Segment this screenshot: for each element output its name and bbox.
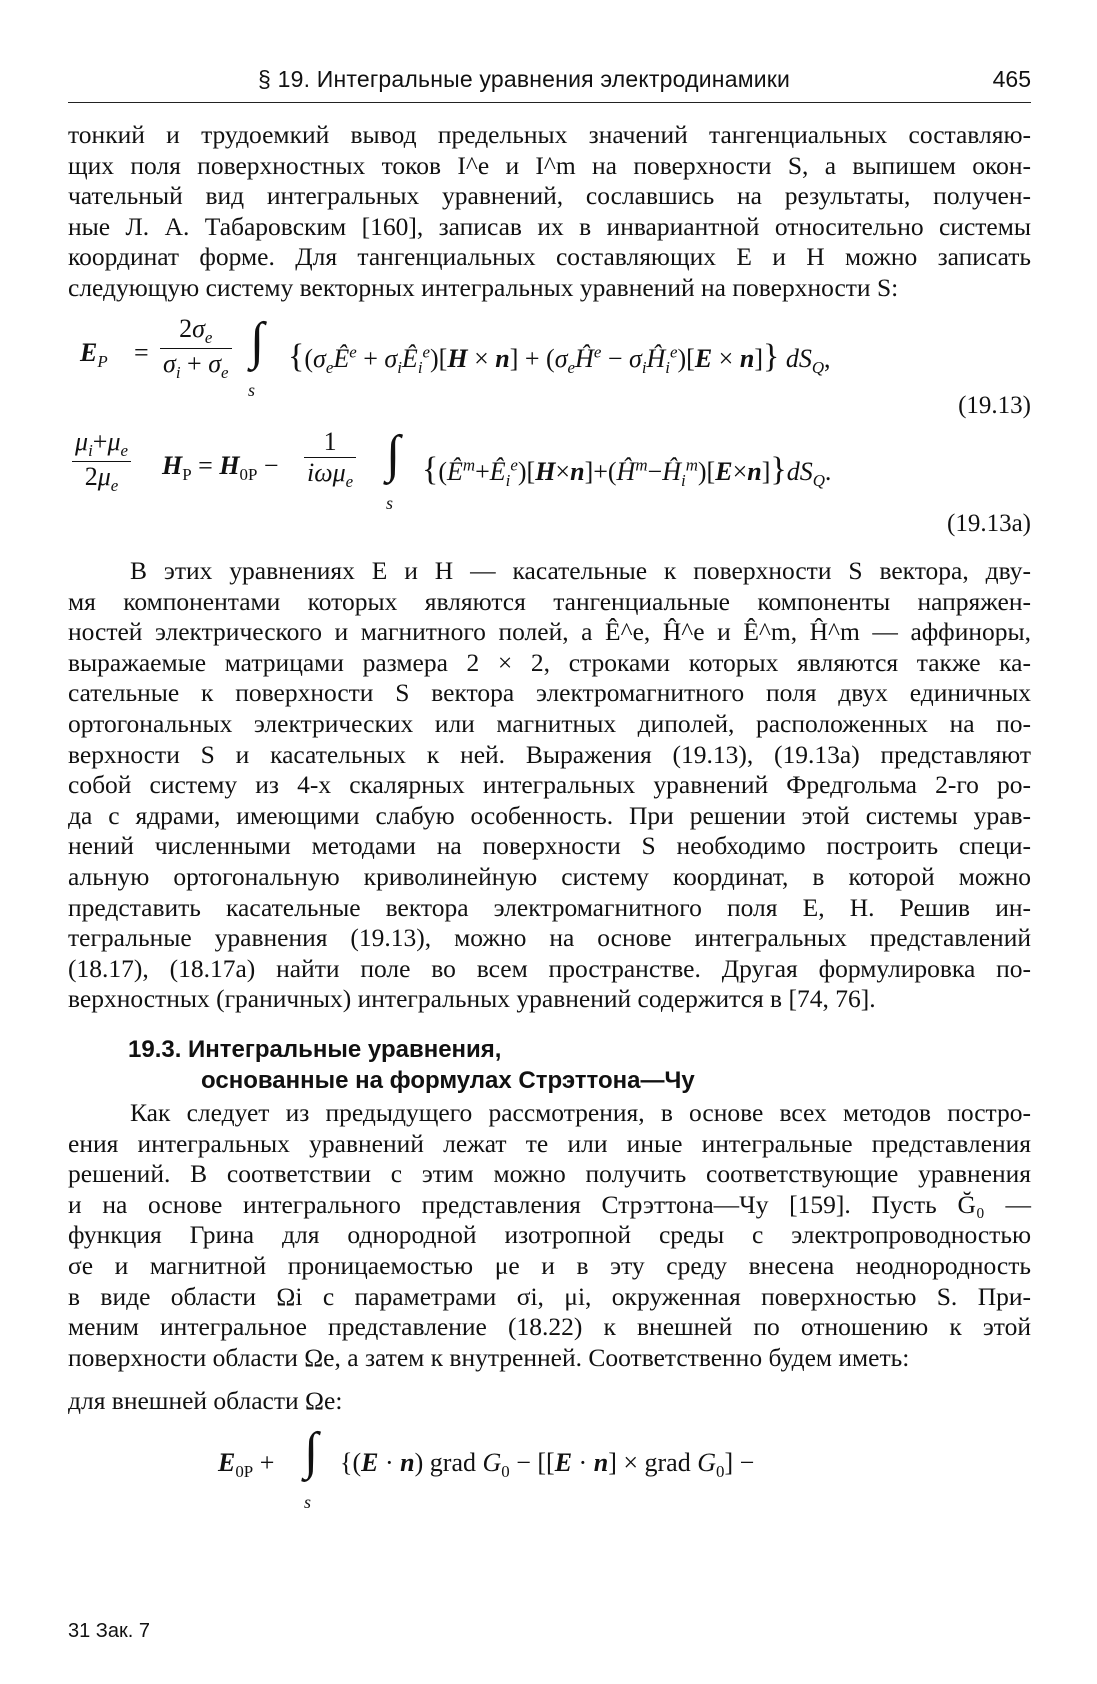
text-line: σe и магнитной проницаемостью μe и в эту среду внесена неоднородность (68, 1250, 1031, 1280)
paragraph-2-body (68, 587, 1031, 1015)
text-line: функция Грина для однородной изотропной среды с электропроводностью (68, 1220, 1031, 1250)
text-line: (18.17), (18.17a) найти поле во всем пространстве. Другая формулировка по- (68, 953, 1031, 983)
text-line: выражаемые матрицами размера 2 × 2, строками которых являются также ка- (68, 647, 1031, 677)
text-line: ортогональных электрических или магнитных диполей, расположенных на по- (68, 708, 1031, 738)
equation-19-13: $E_P$ = $\frac{2\sigma_e}{\sigma_i + \sigma_e}$ ∫ s {($\sigma_eÊ^e$ + $\sigma_iÊ_i^e)[H \times n]$ + ($\sigma_eĤ^e$ − $\sigma_iĤ_i^e)[E \times n]$} $dS_Q$, (80, 313, 831, 400)
text-line: верхности S и касательных к ней. Выражения (19.13), (19.13a) представляют (68, 739, 1031, 769)
footer-signature: 31 Зак. 7 (68, 1620, 150, 1642)
integral-domain: s (248, 380, 256, 400)
exterior-region-label (68, 1386, 1031, 1417)
text-line: следующую систему векторных интегральных уравнений на поверхности S: (68, 272, 899, 302)
text-line: альную ортогональную криволинейную систему координат, в которой можно (68, 861, 1031, 891)
equation-number: (19.13) (958, 392, 1031, 419)
text-line: меним интегральное представление (18.22) к внешней по отношению к этой (68, 1312, 1031, 1342)
text-line: нений численными методами на поверхности S необходимо построить специ- (68, 831, 1031, 861)
text-line: и на основе интегрального представления Стрэттона—Чу [159]. Пусть Ğ₀ — (68, 1189, 1031, 1219)
text-line: чательный вид интегральных уравнений, сославшись на результаты, получен- (68, 181, 1031, 211)
section-title-line: 19.3. Интегральные уравнения, (128, 1036, 502, 1063)
page-number: 465 (992, 66, 1031, 92)
text-line: верхностных (граничных) интегральных уравнений содержится в [74, 76]. (68, 984, 876, 1014)
section-heading: § 19. Интегральные уравнения электродинамики (258, 66, 791, 92)
text-line: тонкий и трудоемкий вывод предельных значений тангенциальных составляю- (68, 120, 1031, 149)
text-line: щих поля поверхностных токов I^e и I^m на поверхности S, а выпишем окон- (68, 150, 1031, 180)
paragraph-3 (68, 1098, 1031, 1129)
equation-number: (19.13a) (947, 510, 1031, 537)
equation-label-row (68, 392, 1031, 422)
equation-stratton-chu: $E_{0P}$ + ∫ s {(E · n) grad $G_0 - [[E \cdot n]$ × grad $G_0$] − (218, 1423, 755, 1512)
running-header (68, 62, 1031, 103)
text-line: мя компонентами которых являются тангенциальные компоненты напряжен- (68, 586, 1031, 616)
paragraph-2 (68, 556, 1031, 587)
paragraph-3-body (68, 1129, 1031, 1374)
text-line: Как следует из предыдущего рассмотрения, в основе всех методов постро- (130, 1098, 1031, 1127)
paragraph-1 (68, 120, 1031, 304)
text-line: ения интегральных уравнений лежат те или иные интегральные представления (68, 1128, 1031, 1158)
text-line: ностей электрического и магнитного полей, а Ê^e, Ĥ^e и Ê^m, Ĥ^m — аффиноры, (68, 617, 1031, 647)
equation-label-row (68, 510, 1031, 540)
text-line: поверхности области Ωe, а затем к внутренней. Соответственно будем иметь: (68, 1342, 910, 1372)
equation-19-13a: $\frac{\mu_i+\mu_e}{2\mu_e}$ $H_P = H_{0P}$ − 1 iωμ$_e$ ∫ s $\{(Ê^m+Ê_i^e)[H\times n]+(Ĥ^m-Ĥ_i^m)[E\times n]\}dS_Q$. (68, 425, 1031, 510)
text-line: решений. В соответствии с этим можно получить соответствующие уравнения (68, 1159, 1031, 1189)
text-line: представить касательные вектора электромагнитного поля E, H. Решив ин- (68, 892, 1031, 922)
text-line: координат форме. Для тангенциальных составляющих E и H можно записать (68, 242, 1031, 272)
text-line: в виде области Ωi с параметрами σi, μi, окруженная поверхностью S. При- (68, 1281, 1031, 1311)
section-title (128, 1034, 928, 1096)
text-line: тегральные уравнения (19.13), можно на основе интегральных представлений (68, 923, 1031, 953)
section-title-line: основанные на формулах Стрэттона—Чу (201, 1067, 695, 1094)
text-line: да с ядрами, имеющими слабую особенность. При решении этой системы урав- (68, 800, 1031, 830)
text-line: собой систему из 4-х скалярных интегральных уравнений Фредгольма 2-го ро- (68, 770, 1031, 800)
text-line: В этих уравнениях E и H — касательные к поверхности S вектора, дву- (130, 556, 1031, 585)
text-line: сательные к поверхности S вектора электромагнитного поля двух единичных (68, 678, 1031, 708)
text-line: для внешней области Ωe: (68, 1386, 343, 1415)
text-line: ные Л. А. Табаровским [160], записав их в инвариантной относительно системы (68, 211, 1031, 241)
